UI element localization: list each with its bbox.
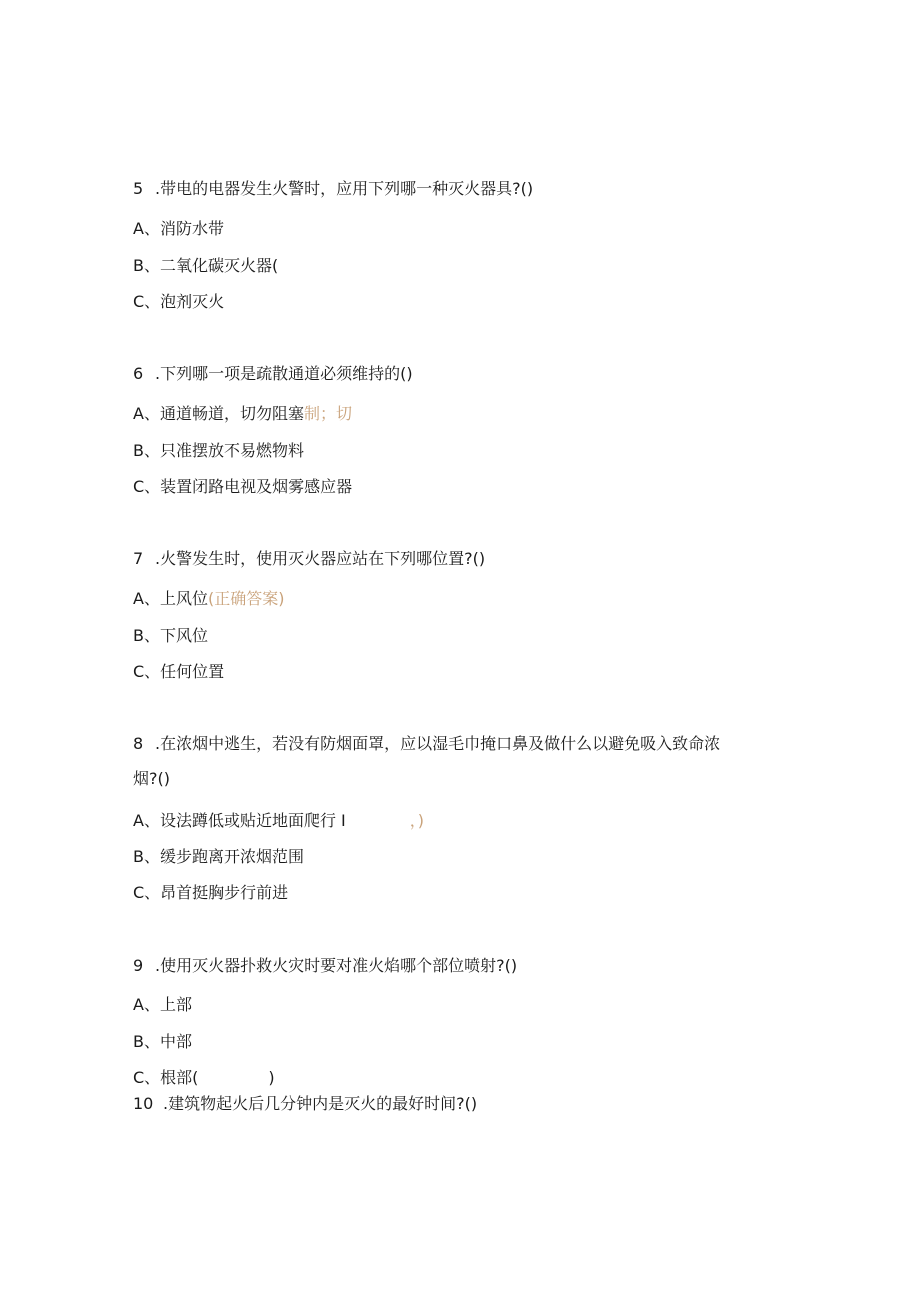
question-number: 10 — [133, 1094, 154, 1113]
option-text: C、昂首挺胸步行前进 — [133, 883, 289, 902]
option-9a[interactable] — [133, 995, 192, 1015]
option-text: B、中部 — [133, 1032, 192, 1051]
option-5c[interactable] — [133, 292, 224, 312]
option-text: A、消防水带 — [133, 219, 224, 238]
question-number: 8 — [133, 734, 144, 753]
option-7c[interactable] — [133, 662, 224, 682]
option-8a[interactable] — [133, 811, 424, 831]
option-text: A、通道畅道，切勿阻塞 — [133, 404, 304, 423]
option-5a[interactable] — [133, 219, 224, 239]
answer-mark: 制；切 — [303, 404, 352, 423]
question-number: 9 — [133, 956, 144, 975]
option-8b[interactable] — [133, 847, 304, 867]
question-5 — [133, 179, 533, 199]
option-text: C、根部( — [133, 1068, 199, 1087]
option-text: B、二氧化碳灭火器( — [133, 256, 279, 275]
option-5b[interactable] — [133, 256, 278, 276]
option-text: A、上风位 — [133, 589, 208, 608]
question-text: .火警发生时，使用灭火器应站在下列哪位置?() — [155, 549, 486, 568]
option-text: C、任何位置 — [133, 662, 225, 681]
question-number: 6 — [133, 364, 144, 383]
option-6b[interactable] — [133, 441, 304, 461]
option-text: A、上部 — [133, 995, 192, 1014]
option-6a[interactable] — [133, 404, 352, 424]
answer-mark: ，) — [409, 811, 425, 830]
question-text: .建筑物起火后几分钟内是灭火的最好时间?() — [163, 1094, 478, 1113]
question-8-continued — [133, 769, 170, 789]
question-text-continued: 烟?() — [133, 769, 170, 788]
question-9 — [133, 956, 517, 976]
option-9b[interactable] — [133, 1032, 192, 1052]
question-number: 5 — [133, 179, 144, 198]
option-text: B、下风位 — [133, 626, 208, 645]
question-text: .使用灭火器扑救火灾时要对准火焰哪个部位喷射?() — [155, 956, 518, 975]
question-number: 7 — [133, 549, 144, 568]
option-text: B、只准摆放不易燃物料 — [133, 441, 304, 460]
question-text: .在浓烟中逃生，若没有防烟面罩，应以湿毛巾掩口鼻及做什么以避免吸入致命浓 — [155, 734, 721, 753]
question-text: .带电的电器发生火警时，应用下列哪一种灭火器具?() — [155, 179, 534, 198]
answer-mark: (正确答案) — [207, 589, 285, 608]
option-8c[interactable] — [133, 883, 288, 903]
question-7 — [133, 549, 485, 569]
option-text: B、缓步跑离开浓烟范围 — [133, 847, 304, 866]
option-text: C、装置闭路电视及烟雾感应器 — [133, 477, 353, 496]
option-text: C、泡剂灭火 — [133, 292, 225, 311]
question-10 — [133, 1094, 477, 1114]
option-text: A、设法蹲低或贴近地面爬行 I — [133, 811, 346, 830]
option-9c[interactable] — [133, 1068, 275, 1088]
option-6c[interactable] — [133, 477, 352, 497]
option-7a[interactable] — [133, 589, 284, 609]
question-8 — [133, 734, 720, 754]
question-text: .下列哪一项是疏散通道必须维持的() — [155, 364, 413, 383]
option-7b[interactable] — [133, 626, 208, 646]
question-6 — [133, 364, 413, 384]
answer-blank: ) — [268, 1068, 275, 1087]
